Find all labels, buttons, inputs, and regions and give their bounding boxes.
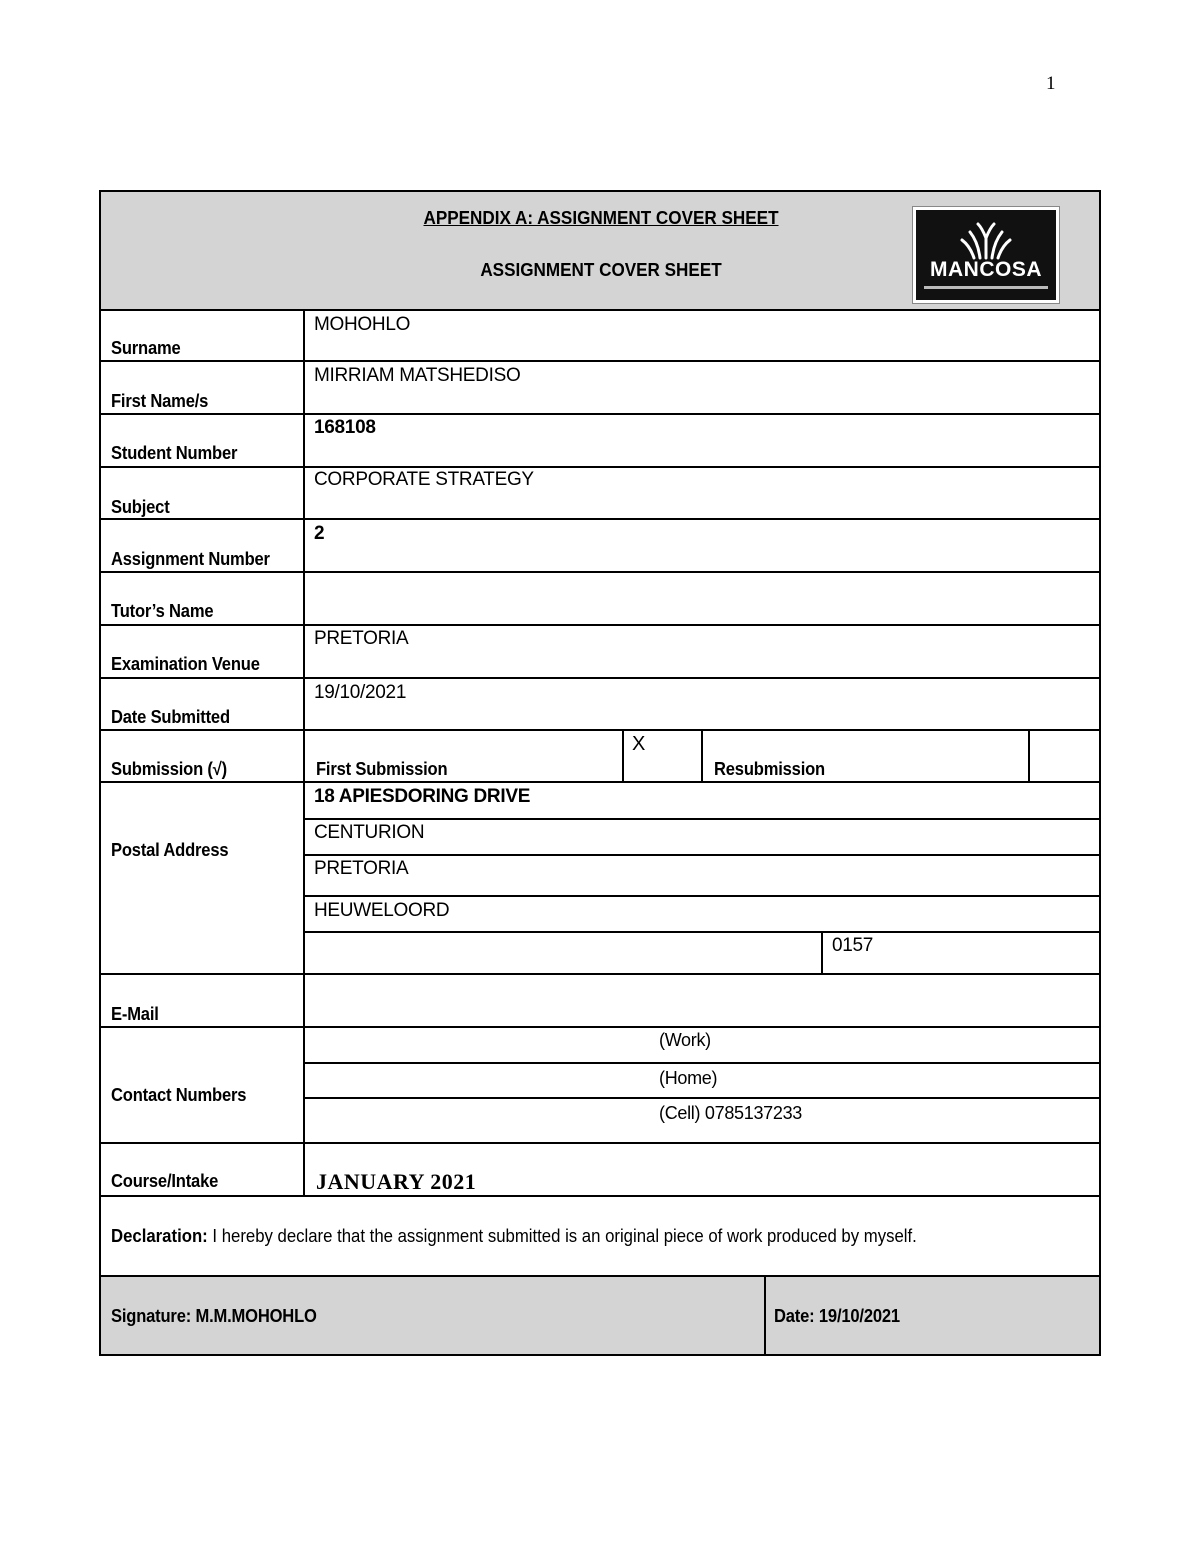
divider (821, 932, 823, 974)
divider (101, 360, 1099, 362)
divider (303, 854, 1099, 856)
student-number-value: 168108 (314, 417, 376, 438)
divider (701, 730, 703, 782)
date-submitted-value: 19/10/2021 (314, 682, 407, 703)
divider (1028, 730, 1030, 782)
subject-value: CORPORATE STRATEGY (314, 469, 534, 490)
divider (101, 413, 1099, 415)
first-names-value: MIRRIAM MATSHEDISO (314, 365, 521, 386)
contact-numbers-label: Contact Numbers (111, 1085, 247, 1105)
contact-home: (Home) (659, 1068, 718, 1088)
divider (622, 730, 624, 782)
declaration-label: Declaration: (111, 1226, 208, 1246)
divider (101, 466, 1099, 468)
divider (101, 1195, 1099, 1197)
sheet-subtitle: ASSIGNMENT COVER SHEET (480, 260, 722, 280)
divider (101, 729, 1099, 731)
course-intake-label: Course/Intake (111, 1171, 219, 1191)
divider (101, 781, 1099, 783)
appendix-title: APPENDIX A: ASSIGNMENT COVER SHEET (423, 208, 779, 228)
declaration-text: I hereby declare that the assignment submitted is an original piece of work produced by myself. (207, 1226, 917, 1246)
surname-label: Surname (111, 338, 181, 358)
student-number-label: Student Number (111, 443, 238, 463)
divider (101, 1142, 1099, 1144)
divider (101, 677, 1099, 679)
surname-value: MOHOHLO (314, 314, 411, 335)
page-number: 1 (1046, 73, 1056, 94)
logo-tagline (924, 286, 1048, 289)
postal-line-3: PRETORIA (314, 858, 409, 879)
divider (101, 518, 1099, 520)
course-intake-value: JANUARY 2021 (316, 1169, 477, 1194)
postal-line-2: CENTURION (314, 822, 425, 843)
contact-work: (Work) (659, 1030, 711, 1050)
header-section (101, 192, 1099, 310)
contact-cell: (Cell) 0785137233 (659, 1103, 803, 1123)
postal-line-4: HEUWELOORD (314, 900, 450, 921)
divider (101, 1026, 1099, 1028)
divider (303, 895, 1099, 897)
tutor-name-label: Tutor’s Name (111, 601, 214, 621)
resubmission-label: Resubmission (714, 759, 825, 779)
first-submission-label: First Submission (316, 759, 448, 779)
assignment-number-value: 2 (314, 523, 325, 544)
footer-date: Date: 19/10/2021 (774, 1306, 900, 1326)
declaration (111, 1226, 917, 1247)
postal-line-1: 18 APIESDORING DRIVE (314, 786, 531, 807)
divider (303, 931, 1099, 933)
divider (101, 309, 1099, 311)
date-submitted-label: Date Submitted (111, 707, 230, 727)
divider (303, 1097, 1099, 1099)
postal-code: 0157 (832, 935, 874, 956)
divider (101, 571, 1099, 573)
mancosa-logo (913, 207, 1059, 303)
assignment-number-label: Assignment Number (111, 549, 270, 569)
divider (303, 1062, 1099, 1064)
divider (764, 1277, 766, 1354)
postal-address-label: Postal Address (111, 840, 229, 860)
email-label: E-Mail (111, 1004, 159, 1024)
cover-sheet-table (99, 190, 1101, 1356)
divider (101, 624, 1099, 626)
first-names-label: First Name/s (111, 391, 209, 411)
logo-text: MANCOSA (930, 258, 1042, 281)
exam-venue-label: Examination Venue (111, 654, 260, 674)
divider (303, 818, 1099, 820)
submission-label: Submission (√) (111, 759, 228, 779)
exam-venue-value: PRETORIA (314, 628, 409, 649)
divider (101, 973, 1099, 975)
subject-label: Subject (111, 497, 170, 517)
signature: Signature: M.M.MOHOHLO (111, 1306, 317, 1326)
first-submission-mark[interactable]: X (632, 733, 646, 755)
